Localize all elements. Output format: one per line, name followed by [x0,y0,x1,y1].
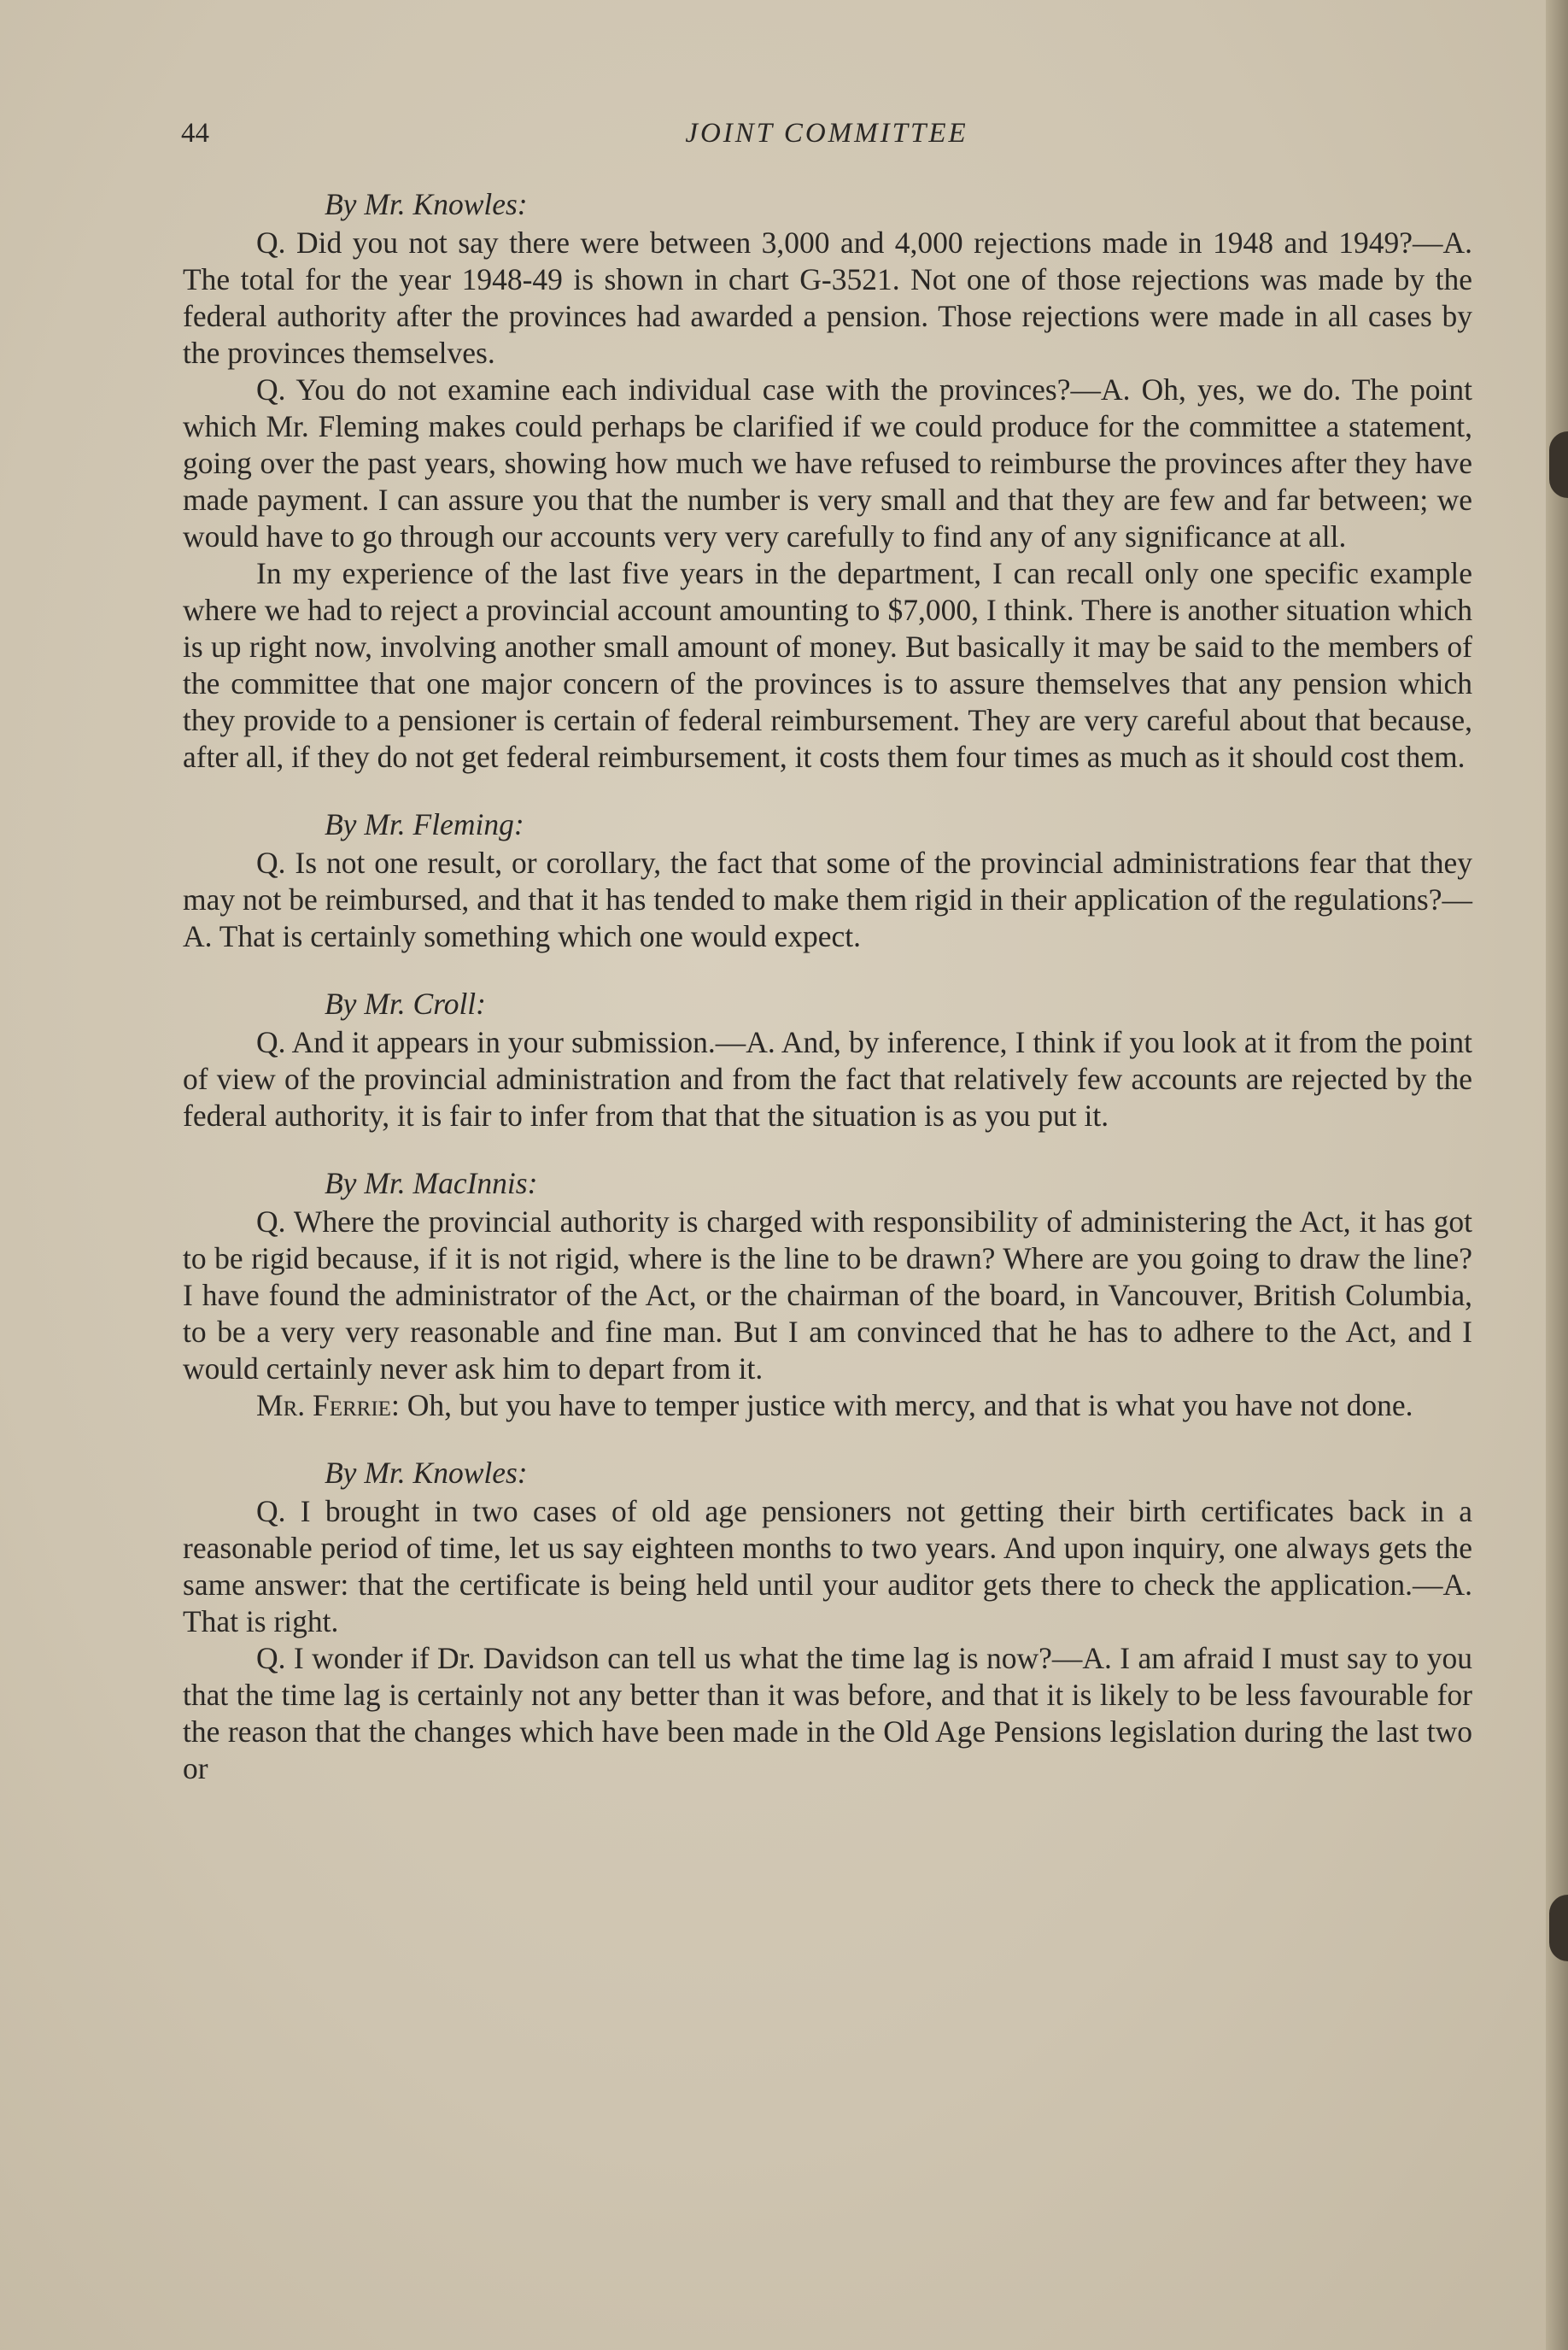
page-header [181,118,1472,155]
paragraph: Q. And it appears in your submission.—A. And, by inference, I think if you look at it from the point of view of the provincial administration and from the fact that relatively few accounts are rejected by the federal authority, it is fair to infer from that that the situation is as you put it. [183,1025,1472,1133]
section-macinnis [183,1165,1472,1424]
section-knowles-2 [183,1455,1472,1787]
interjection-speaker: Mr. Ferrie: [256,1388,400,1422]
section-fleming [183,806,1472,955]
speaker-heading: By Mr. Knowles: [325,187,528,221]
speaker-heading: By Mr. Fleming: [325,807,524,841]
speaker-heading: By Mr. Knowles: [325,1456,528,1490]
section-knowles-1 [183,186,1472,776]
paragraph: Q. You do not examine each individual case with the provinces?—A. Oh, yes, we do. The point which Mr. Fleming makes could perhaps be clarified if we could produce for the committee a statement, going over the past years, showing how much we have refused to reimburse the provinces after they have made payment. I can assure you that the number is very small and that they are few and far between; we would have to go through our accounts very very carefully to find any of any significance at all. [183,372,1472,554]
page-number: 44 [181,118,209,149]
paragraph: Q. Is not one result, or corollary, the fact that some of the provincial administrations fear that they may not be reimbursed, and that it has tended to make them rigid in their application of the regulations?—A. That is certainly something which one would expect. [183,846,1472,953]
speaker-heading: By Mr. MacInnis: [325,1166,538,1200]
section-croll [183,986,1472,1134]
paragraph: In my experience of the last five years in the department, I can recall only one specific example where we had to reject a provincial account amounting to $7,000, I think. There is another situation which is up right now, involving another small amount of money. But basically it may be said to the members of the committee that one major concern of the provinces is to assure themselves that any pension which they provide to a pensioner is certain of federal reimbursement. They are very careful about that because, after all, if they do not get federal reimbursement, it costs them four times as much as it should cost them. [183,556,1472,774]
interjection-paragraph [183,1387,1472,1424]
paragraph: Q. Did you not say there were between 3,000 and 4,000 rejections made in 1948 and 1949?—A. The total for the year 1948-49 is shown in chart G-3521. Not one of those rejections was made by the federal authority after the provinces had awarded a pension. Those rejections were made in all cases by the provinces themselves. [183,226,1472,370]
paragraph: Q. I wonder if Dr. Davidson can tell us what the time lag is now?—A. I am afraid I must say to you that the time lag is certainly not any better than it was before, and that it is likely to be less favourable for the reason that the changes which have been made in the Old Age Pensions legislation during the last two or [183,1641,1472,1785]
binding-tab-mark [1549,1895,1568,1961]
paragraph: Q. I brought in two cases of old age pensioners not getting their birth certificates back in a reasonable period of time, let us say eighteen months to two years. And upon inquiry, one always gets the same answer: that the certificate is being held until your auditor gets there to check the application.—A. That is right. [183,1494,1472,1638]
running-head: JOINT COMMITTEE [685,118,968,149]
speaker-heading: By Mr. Croll: [325,987,486,1021]
binding-tab-mark [1549,431,1568,498]
page-edge-shadow [1546,0,1568,2350]
interjection-text: Oh, but you have to temper justice with mercy, and that is what you have not done. [399,1388,1413,1422]
page-body [183,186,1472,1818]
paragraph: Q. Where the provincial authority is charged with responsibility of administering the Act, it has got to be rigid because, if it is not rigid, where is the line to be drawn? Where are you going to draw the line? I have found the administrator of the Act, or the chairman of the board, in Vancouver, British Columbia, to be a very very reasonable and fine man. But I am convinced that he has to adhere to the Act, and I would certainly never ask him to depart from it. [183,1204,1472,1386]
